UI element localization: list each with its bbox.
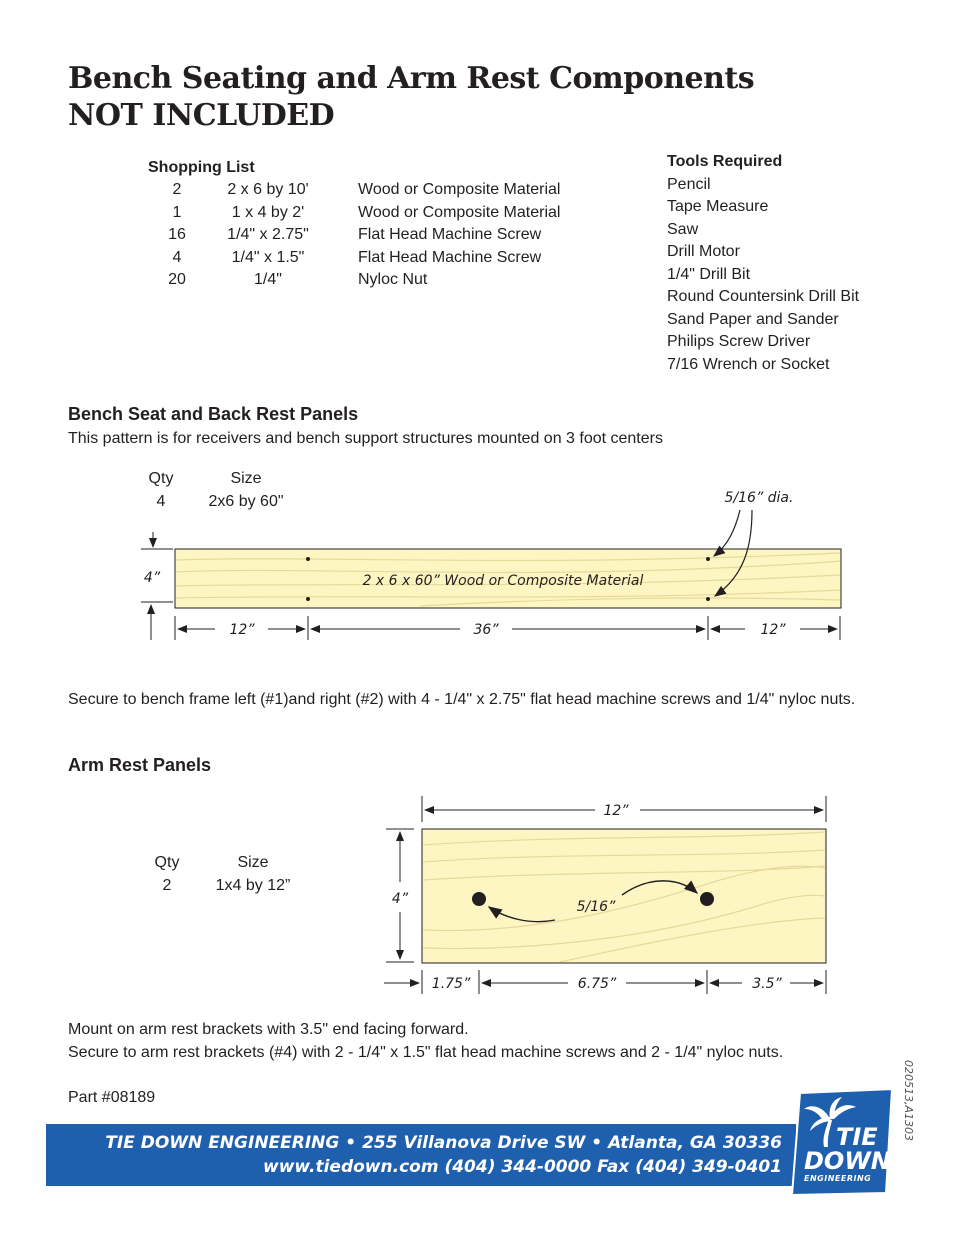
list-item: Saw [667, 220, 699, 238]
bench-dim-middle: 36” [473, 622, 499, 638]
footer-address: TIE DOWN ENGINEERING • 255 Villanova Drive SW • Atlanta, GA 30336 [105, 1133, 782, 1153]
size-cell: 1/4" x 2.75" [227, 226, 309, 243]
footer-bar [46, 1124, 796, 1186]
list-item: Philips Screw Driver [667, 333, 811, 350]
armrest-instruction-1: Mount on arm rest brackets with 3.5" end facing forward. [68, 1021, 469, 1038]
bench-size-label: Size [230, 470, 262, 487]
armrest-board [422, 829, 826, 963]
material-cell: Nyloc Nut [358, 271, 428, 288]
material-cell: Wood or Composite Material [358, 181, 561, 198]
armrest-heading: Arm Rest Panels [68, 755, 212, 775]
logo-line-2: DOWN [804, 1147, 891, 1175]
tools-heading: Tools Required [667, 153, 783, 170]
list-item: Tape Measure [667, 198, 769, 215]
armrest-dim-middle: 6.75” [577, 976, 617, 992]
qty-cell: 1 [172, 203, 182, 221]
armrest-dim-right: 3.5” [752, 976, 782, 992]
bench-dim-right: 12” [760, 622, 786, 638]
qty-cell: 16 [168, 226, 186, 243]
size-cell: 1/4" [254, 271, 282, 288]
material-cell: Flat Head Machine Screw [358, 226, 542, 243]
armrest-size: 1x4 by 12” [215, 877, 291, 894]
part-number: Part #08189 [68, 1089, 156, 1106]
size-cell: 1 x 4 by 2' [231, 203, 305, 221]
size-cell: 2 x 6 by 10' [227, 181, 309, 198]
logo-line-3: ENGINEERING [804, 1174, 872, 1183]
logo-line-1: TIE [836, 1123, 878, 1151]
qty-cell: 4 [172, 248, 182, 266]
list-item: Sand Paper and Sander [667, 310, 839, 328]
title-line-2: NOT INCLUDED [68, 98, 335, 133]
size-cell: 1/4" x 1.5" [231, 248, 305, 266]
bench-heading: Bench Seat and Back Rest Panels [68, 404, 359, 424]
footer-contact: www.tiedown.com (404) 344-0000 Fax (404) 349-0401 [262, 1157, 782, 1177]
qty-cell: 20 [168, 271, 186, 288]
qty-cell: 2 [172, 181, 182, 198]
armrest-width-label: 12” [603, 803, 629, 819]
shopping-list-heading: Shopping List [148, 159, 255, 176]
armrest-qty: 2 [162, 877, 172, 894]
title-line-1: Bench Seating and Arm Rest Components [68, 61, 755, 96]
tie-down-logo [790, 1089, 894, 1195]
bench-size: 2x6 by 60" [208, 493, 284, 510]
armrest-height-label: 4” [391, 891, 409, 907]
bench-hole-label: 5/16” dia. [724, 490, 794, 506]
bench-instruction: Secure to bench frame left (#1)and right (#2) with 4 - 1/4" x 2.75" flat head machine screws and 1/4" nyloc nuts. [68, 691, 856, 708]
bench-description: This pattern is for receivers and bench support structures mounted on 3 foot centers [68, 430, 663, 447]
material-cell: Flat Head Machine Screw [358, 248, 542, 266]
document-id: 020513,A1303 [902, 1060, 915, 1142]
bench-board-label: 2 x 6 x 60” Wood or Composite Material [362, 573, 644, 589]
armrest-qty-label: Qty [154, 854, 180, 871]
bench-qty-label: Qty [148, 470, 174, 487]
bench-qty: 4 [156, 493, 166, 510]
armrest-hole-label: 5/16” [576, 899, 616, 915]
list-item: 1/4" Drill Bit [667, 265, 751, 283]
bench-height-label: 4” [143, 570, 161, 586]
list-item: Pencil [667, 175, 711, 193]
armrest-dim-left: 1.75” [431, 976, 471, 992]
list-item: 7/16 Wrench or Socket [667, 355, 830, 373]
bench-dim-left: 12” [229, 622, 255, 638]
armrest-size-label: Size [237, 854, 269, 871]
list-item: Round Countersink Drill Bit [667, 288, 860, 305]
material-cell: Wood or Composite Material [358, 203, 561, 221]
list-item: Drill Motor [667, 243, 740, 260]
armrest-instruction-2: Secure to arm rest brackets (#4) with 2 - 1/4" x 1.5" flat head machine screws and 2 - 1/4" nyloc nuts. [68, 1044, 784, 1061]
